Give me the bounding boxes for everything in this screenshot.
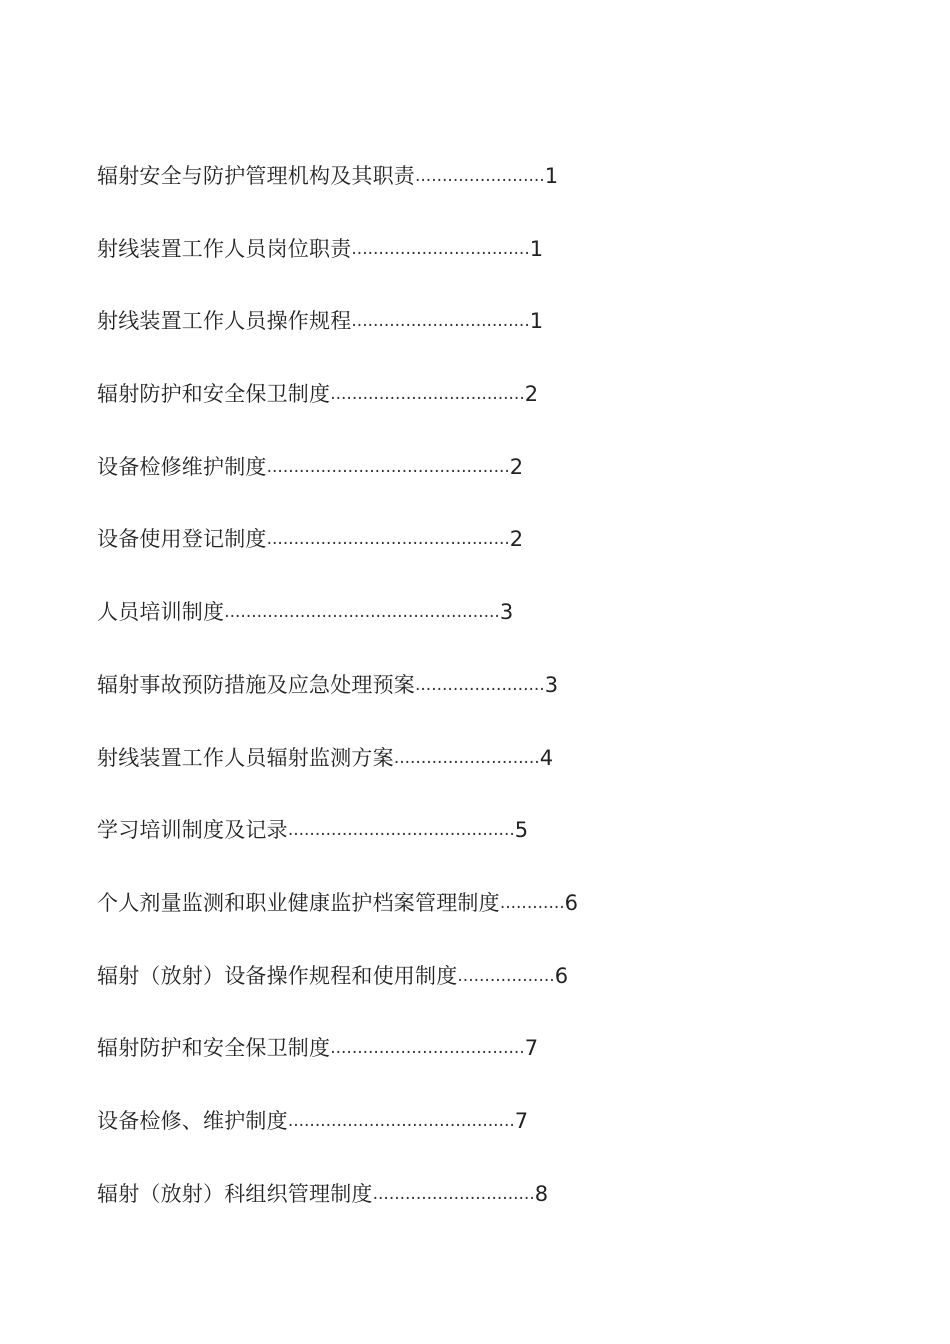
toc-entry-title: 设备使用登记制度: [97, 527, 267, 552]
toc-entry-title: 辐射（放射）设备操作规程和使用制度: [97, 963, 458, 988]
toc-entry-title: 辐射防护和安全保卫制度: [97, 382, 331, 407]
toc-entry[interactable]: [97, 158, 897, 231]
toc-page-number: 3: [544, 672, 559, 697]
toc-page-number: 7: [514, 1108, 529, 1133]
toc-entry[interactable]: [97, 1176, 897, 1249]
toc-entry-title: 射线装置工作人员岗位职责: [97, 236, 352, 261]
toc-leader-dots: ....................................: [330, 1038, 525, 1059]
toc-page-number: 2: [509, 527, 524, 552]
toc-entry[interactable]: [97, 885, 897, 958]
toc-leader-dots: ...........................: [393, 747, 540, 768]
toc-page-number: 8: [534, 1181, 549, 1206]
toc-leader-dots: ....................................: [330, 384, 525, 405]
toc-leader-dots: ..............................: [372, 1183, 535, 1204]
toc-leader-dots: ........................: [415, 674, 545, 695]
toc-entry[interactable]: [97, 1030, 897, 1103]
table-of-contents: [97, 158, 897, 1248]
toc-leader-dots: .................................: [351, 311, 530, 332]
toc-leader-dots: ........................: [415, 166, 545, 186]
toc-entry-title: 设备检修、维护制度: [97, 1108, 288, 1133]
toc-entry[interactable]: [97, 740, 897, 813]
toc-page-number: 2: [524, 382, 539, 407]
toc-leader-dots: ............: [499, 892, 565, 913]
toc-entry[interactable]: [97, 376, 897, 449]
toc-entry[interactable]: [97, 521, 897, 594]
toc-entry-title: 辐射（放射）科组织管理制度: [97, 1181, 373, 1206]
toc-leader-dots: .................................: [351, 238, 530, 259]
toc-page-number: 2: [509, 454, 524, 479]
toc-entry-title: 人员培训制度: [97, 600, 225, 625]
toc-entry[interactable]: [97, 958, 897, 1031]
toc-entry-title: 辐射事故预防措施及应急处理预案: [97, 672, 415, 697]
toc-page-number: 3: [499, 600, 514, 625]
toc-entry[interactable]: [97, 667, 897, 740]
toc-entry-title: 设备检修维护制度: [97, 454, 267, 479]
toc-entry[interactable]: [97, 231, 897, 304]
toc-page-number: 6: [554, 963, 569, 988]
toc-page-number: 1: [544, 164, 559, 188]
toc-entry-title: 射线装置工作人员操作规程: [97, 309, 352, 334]
toc-page-number: 4: [539, 745, 554, 770]
toc-entry-title: 学习培训制度及记录: [97, 818, 288, 843]
toc-entry[interactable]: [97, 1103, 897, 1176]
toc-entry-title: 辐射防护和安全保卫制度: [97, 1036, 331, 1061]
toc-entry[interactable]: [97, 812, 897, 885]
toc-page-number: 5: [514, 818, 529, 843]
toc-leader-dots: ..........................................: [287, 820, 515, 841]
toc-entry-title: 个人剂量监测和职业健康监护档案管理制度: [97, 890, 500, 915]
toc-entry-title: 辐射安全与防护管理机构及其职责: [97, 164, 415, 188]
toc-leader-dots: ...................................................: [224, 602, 500, 623]
toc-page-number: 7: [524, 1036, 539, 1061]
toc-page-number: 6: [564, 890, 579, 915]
toc-page-number: 1: [529, 236, 544, 261]
toc-leader-dots: .............................................: [266, 456, 510, 477]
toc-entry[interactable]: [97, 594, 897, 667]
toc-leader-dots: ..................: [457, 965, 555, 986]
toc-entry[interactable]: [97, 449, 897, 522]
toc-entry-title: 射线装置工作人员辐射监测方案: [97, 745, 394, 770]
toc-leader-dots: ..........................................: [287, 1110, 515, 1131]
toc-page-number: 1: [529, 309, 544, 334]
toc-entry[interactable]: [97, 303, 897, 376]
toc-leader-dots: .............................................: [266, 529, 510, 550]
